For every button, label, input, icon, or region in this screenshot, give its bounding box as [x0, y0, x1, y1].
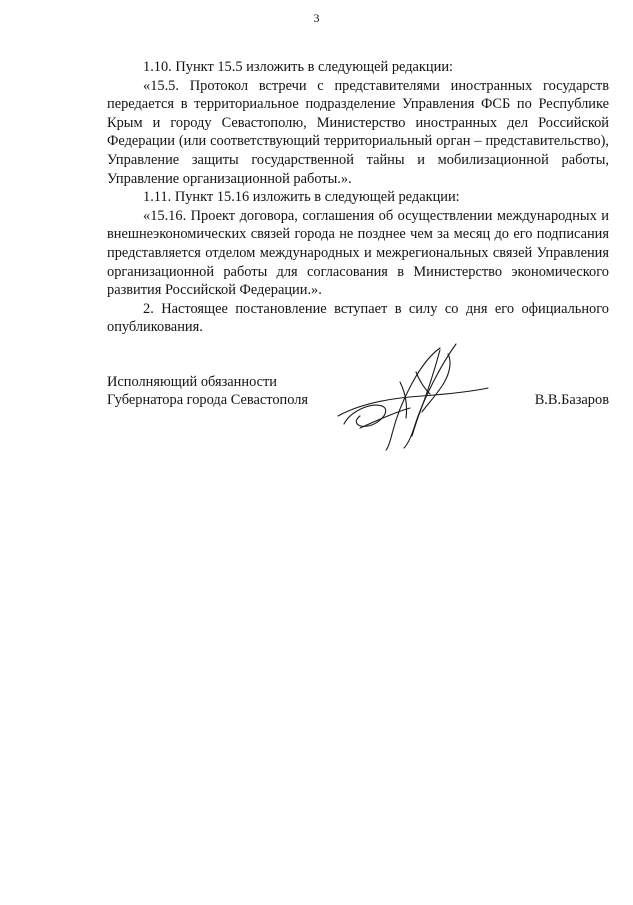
paragraph-15-16-text: «15.16. Проект договора, соглашения об осуществлении международных и внешнеэкономических связей города не позднее чем за месяц до его подписания представляется отделом международных и межрегиональных связей Управления организационной работы для согласования в Министерство экономического развития Российской Федерации.».	[107, 207, 609, 299]
signatory-title-line-1: Исполняющий обязанности	[107, 374, 278, 390]
document-body	[107, 58, 609, 337]
handwritten-signature	[330, 342, 490, 452]
paragraph-2-effective-date: 2. Настоящее постановление вступает в силу со дня его официального опубликования.	[107, 300, 609, 336]
signatory-name: В.В.Базаров	[534, 392, 609, 408]
paragraph-1-10: 1.10. Пункт 15.5 изложить в следующей редакции:	[143, 59, 454, 75]
signatory-title-line-2: Губернатора города Севастополя	[107, 392, 309, 408]
page-number: 3	[313, 11, 320, 25]
paragraph-1-11: 1.11. Пункт 15.16 изложить в следующей редакции:	[143, 189, 460, 206]
paragraph-15-5-text: «15.5. Протокол встречи с представителями иностранных государств передается в территориальное подразделение Управления ФСБ по Республике Крым и городу Севастополю, Министерство иностранных дел Российской Федерации (или соответствующий территориальный орган – представительство), Управление защиты государственной тайны и мобилизационной работы, Управление организационной работы.».	[107, 77, 609, 187]
